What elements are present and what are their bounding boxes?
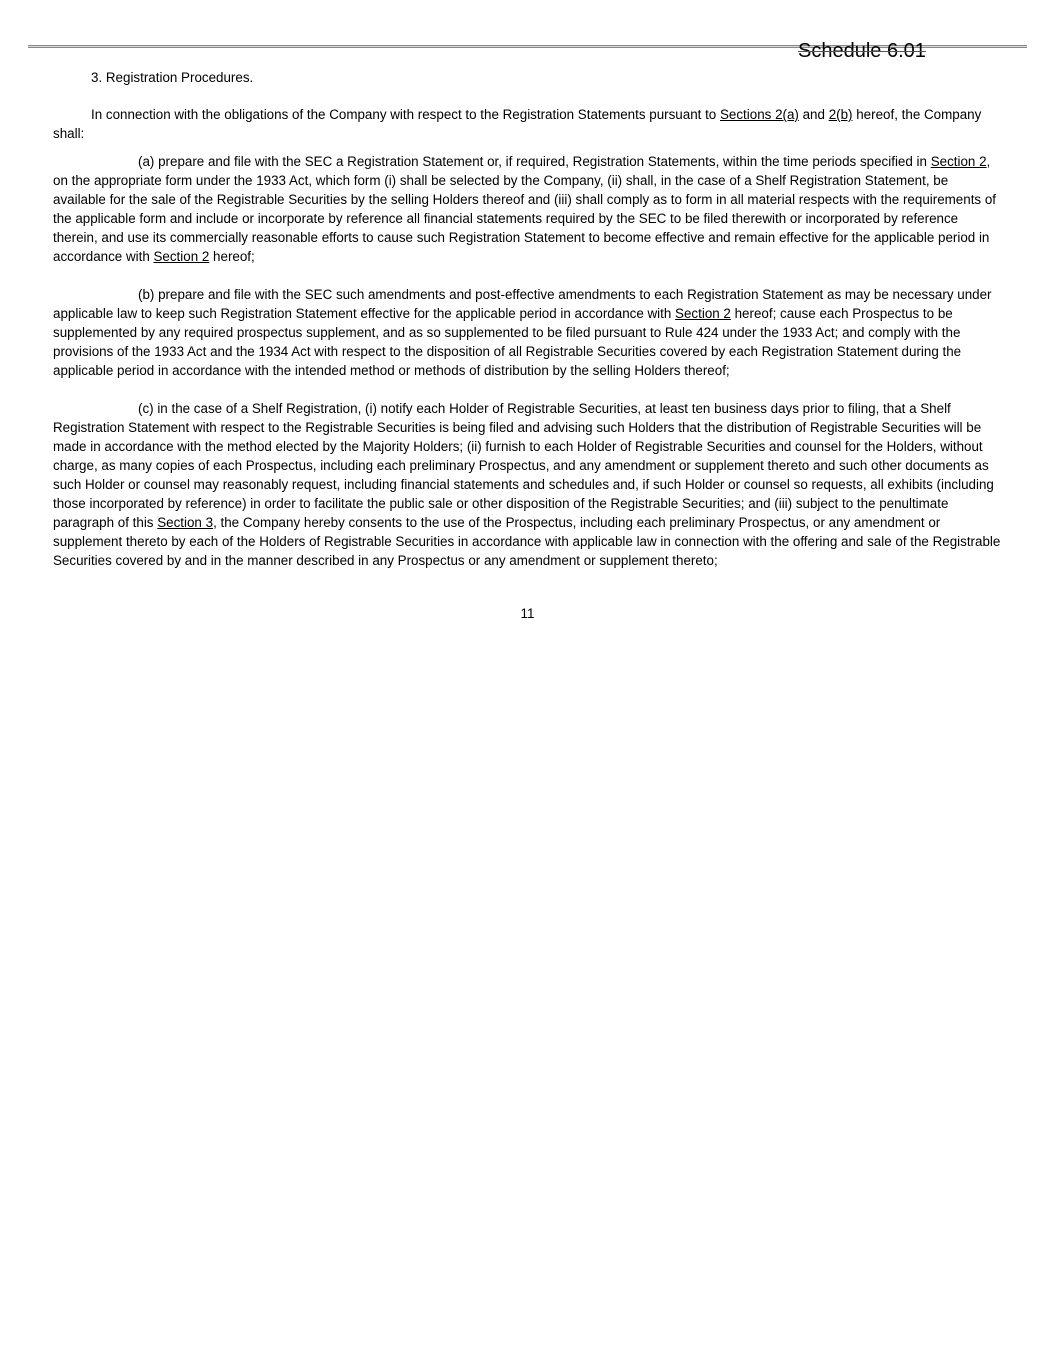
page-number: 11 [520, 606, 535, 621]
clause-c [53, 399, 1003, 570]
section-reference: Sections 2(a) [719, 107, 799, 122]
clause-a [53, 152, 1003, 266]
section-reference: Section 2 [930, 154, 987, 169]
clause-a-text-3: hereof; [209, 249, 255, 264]
intro-text-1: In connection with the obligations of the Company with respect to the Registration Statements pursuant to [91, 107, 720, 122]
clause-c-text-2: , the Company hereby consents to the use of the Prospectus, including each preliminary Prospectus, or any amendment or supplement thereto by each of the Holders of Registrable Securities in accordance with applicable law in connection with the offering and sale of the Registrable Securities covered by and in the manner described in any Prospectus or any amendment or supplement thereto; [53, 515, 1001, 568]
clause-b-text-2: hereof; cause each Prospectus to be supplemented by any required prospectus supplement, and as so supplemented to be filed pursuant to Rule 424 under the 1933 Act; and comply with the provisions of the 1933 Act and the 1934 Act with respect to the disposition of all Registrable Securities covered by each Registration Statement during the applicable period in accordance with the intended method or methods of distribution by the selling Holders thereof; [53, 306, 962, 378]
section-heading: 3. Registration Procedures. [91, 70, 254, 85]
schedule-label: Schedule 6.01 [798, 40, 926, 62]
section-reference: Section 2 [153, 249, 210, 264]
clause-a-text-1: (a) prepare and file with the SEC a Registration Statement or, if required, Registration Statements, within the time periods specified in [138, 154, 931, 169]
intro-text-2: and [798, 107, 829, 122]
section-reference: 2(b) [828, 107, 853, 122]
document-body [53, 68, 1003, 570]
intro-text-3: hereof, the Company shall: [53, 107, 982, 141]
section-reference: Section 3 [157, 515, 214, 530]
clause-b-text-1: (b) prepare and file with the SEC such amendments and post-effective amendments to each Registration Statement as may be necessary under applicable law to keep such Registration Statement effective for the applicable period in accordance with [53, 287, 992, 321]
clause-b [53, 285, 1003, 380]
section-reference: Section 2 [675, 306, 731, 321]
clause-c-text-1: (c) in the case of a Shelf Registration, (i) notify each Holder of Registrable Securities, at least ten business days prior to filing, that a Shelf Registration Statement with respect to the Registrable Securities is being filed and advising such Holders that the distribution of Registrable Securities will be made in accordance with the method elected by the Majority Holders; (ii) furnish to each Holder of Registrable Securities and counsel for the Holders, without charge, as many copies of each Prospectus, including each preliminary Prospectus, and any amendment or supplement thereto and such other documents as such Holder or counsel may reasonably request, including financial statements and schedules and, if such Holder or counsel so requests, all exhibits (including those incorporated by reference) in order to facilitate the public sale or other disposition of the Registrable Securities; and (iii) subject to the penultimate paragraph of this [53, 401, 994, 530]
intro-paragraph [53, 105, 1003, 143]
clause-a-text-2: , on the appropriate form under the 1933 Act, which form (i) shall be selected by the Company, (ii) shall, in the case of a Shelf Registration Statement, be available for the sale of the Registrable Securities by the selling Holders thereof and (iii) shall comply as to form in all material respects with the requirements of the applicable form and include or incorporate by reference all financial statements required by the SEC to be filed therewith or incorporated by reference therein, and use its commercially reasonable efforts to cause such Registration Statement to become effective and remain effective for the applicable period in accordance with [53, 154, 996, 264]
